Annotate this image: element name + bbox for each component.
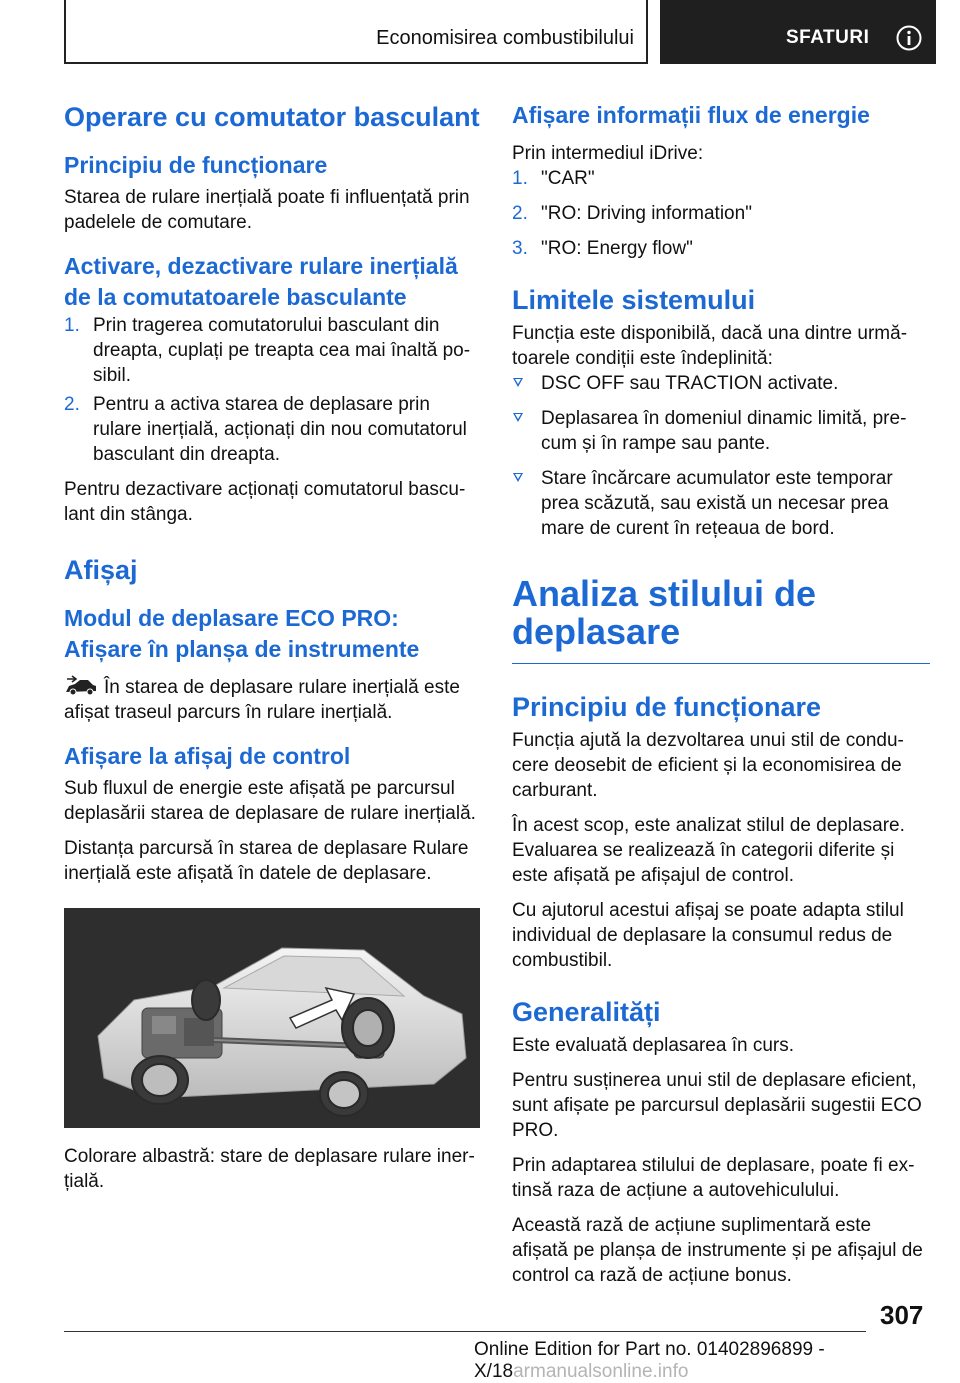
heading-principle: Principiu de funcționare <box>64 152 328 178</box>
heading-activate: Activare, dezactivare rulare inerțială de la comutatoarele basculante <box>64 253 458 310</box>
list-item <box>512 406 930 456</box>
step-text: "CAR" <box>541 168 595 189</box>
coasting-car-icon <box>64 675 98 697</box>
eco-text-body: În starea de deplasare rulare inerțială este afișat traseul parcurs în rulare inerțială. <box>64 677 460 723</box>
header-section-tab <box>660 0 936 64</box>
general-text-1: Este evaluată deplasarea în curs. <box>512 1035 795 1056</box>
chapter-heading-driving-style: Analiza stilului de deplasare <box>512 575 930 664</box>
general-text-2: Pentru susținerea unui stil de deplasare eficient, sunt afișate pe parcursul deplasării sugestii ECO PRO. <box>512 1070 922 1141</box>
list-item <box>512 201 930 226</box>
step-text: Prin tragerea comutatorului basculant din dreapta, cuplați pe treapta cea mai înaltă posibil. <box>93 315 471 386</box>
car-illustration <box>64 908 480 1128</box>
triangle-bullet-icon <box>513 413 523 422</box>
heading-principle-2: Principiu de funcționare <box>512 692 822 722</box>
principle-text: Starea de rulare inerțială poate fi influențată prin padelele de comutare. <box>64 187 470 233</box>
bullet-text: DSC OFF sau TRACTION activate. <box>541 373 839 394</box>
step-text: "RO: Energy flow" <box>541 238 693 259</box>
triangle-bullet-icon <box>513 473 523 482</box>
eco-text <box>64 675 482 725</box>
bullet-text: Deplasarea în domeniul dinamic limită, precum și în rampe sau pante. <box>541 408 907 454</box>
heading-system-limits: Limitele sistemului <box>512 285 756 315</box>
heading-operation: Operare cu comutator basculant <box>64 102 480 132</box>
footer-divider <box>64 1331 866 1332</box>
idrive-text: Prin intermediul iDrive: <box>512 143 704 164</box>
limits-text: Funcția este disponibilă, dacă una dintre următoarele condiții este îndeplinită: <box>512 323 908 369</box>
step-text: Pentru a activa starea de deplasare prin rulare inerțială, acționați din nou comutatorul basculant din dreapta. <box>93 394 467 465</box>
general-text-4: Această rază de acțiune suplimentară este afișată pe planșa de instrumente și pe afișajul de control ca rază de acțiune bonus. <box>512 1215 923 1286</box>
footer-edition: Online Edition for Part no. 01402896899 - X/18 <box>474 1339 825 1382</box>
step-number: 3. <box>512 238 528 259</box>
heading-eco-pro: Modul de deplasare ECO PRO: Afișare în planșa de instrumente <box>64 605 420 662</box>
heading-energy-flow: Afișare informații flux de energie <box>512 102 870 128</box>
right-column <box>512 100 930 1288</box>
step-number: 1. <box>512 168 528 189</box>
heading-general: Generalități <box>512 997 661 1027</box>
footer-edition-line <box>474 1339 960 1383</box>
heading-control-display: Afișare la afișaj de control <box>64 743 351 769</box>
bullet-text: Stare încărcare acumulator este temporar prea scăzută, sau există un necesar prea mare de curent în rețeaua de bord. <box>541 468 893 539</box>
general-text-3: Prin adaptarea stilului de deplasare, poate fi extinsă raza de acțiune a autovehiculului. <box>512 1155 915 1201</box>
list-item <box>64 313 482 388</box>
deactivate-text: Pentru dezactivare acționați comutatorul basculant din stânga. <box>64 479 466 525</box>
menu-steps <box>512 166 930 261</box>
limits-list <box>512 371 930 541</box>
header-title: Economisirea combustibilului <box>376 27 634 49</box>
step-number: 2. <box>64 394 80 415</box>
step-number: 1. <box>64 315 80 336</box>
principle2-text-a: Funcția ajută la dezvoltarea unui stil de conducere deosebit de eficient și la economisirea de carburant. <box>512 730 904 801</box>
info-icon <box>896 25 922 51</box>
step-text: "RO: Driving information" <box>541 203 752 224</box>
footer-watermark: armanualsonline.info <box>513 1361 689 1382</box>
list-item <box>64 392 482 467</box>
list-item <box>512 236 930 261</box>
heading-display: Afișaj <box>64 555 138 585</box>
header-section: SFATURI <box>786 27 870 48</box>
principle2-text-b: În acest scop, este analizat stilul de deplasare. Evaluarea se realizează în categorii diferite și este afișată pe afișajul de control. <box>512 815 905 886</box>
principle2-text-c: Cu ajutorul acestui afișaj se poate adapta stilul individual de deplasare la consumul redus de combustibil. <box>512 900 904 971</box>
activation-steps <box>64 313 482 467</box>
control-text-1: Sub fluxul de energie este afișată pe parcursul deplasării starea de deplasare de rulare inerțială. <box>64 778 476 824</box>
header-title-box <box>64 0 648 64</box>
list-item <box>512 371 930 396</box>
step-number: 2. <box>512 203 528 224</box>
page-number: 307 <box>880 1300 924 1330</box>
control-text-2: Distanța parcursă în starea de deplasare Rulare inerțială este afișată în datele de deplasare. <box>64 838 469 884</box>
car-energy-flow-illustration <box>64 908 480 1128</box>
triangle-bullet-icon <box>513 378 523 387</box>
list-item <box>512 166 930 191</box>
list-item <box>512 466 930 541</box>
left-column <box>64 100 482 1194</box>
figure-caption: Colorare albastră: stare de deplasare rulare inerțială. <box>64 1146 475 1192</box>
